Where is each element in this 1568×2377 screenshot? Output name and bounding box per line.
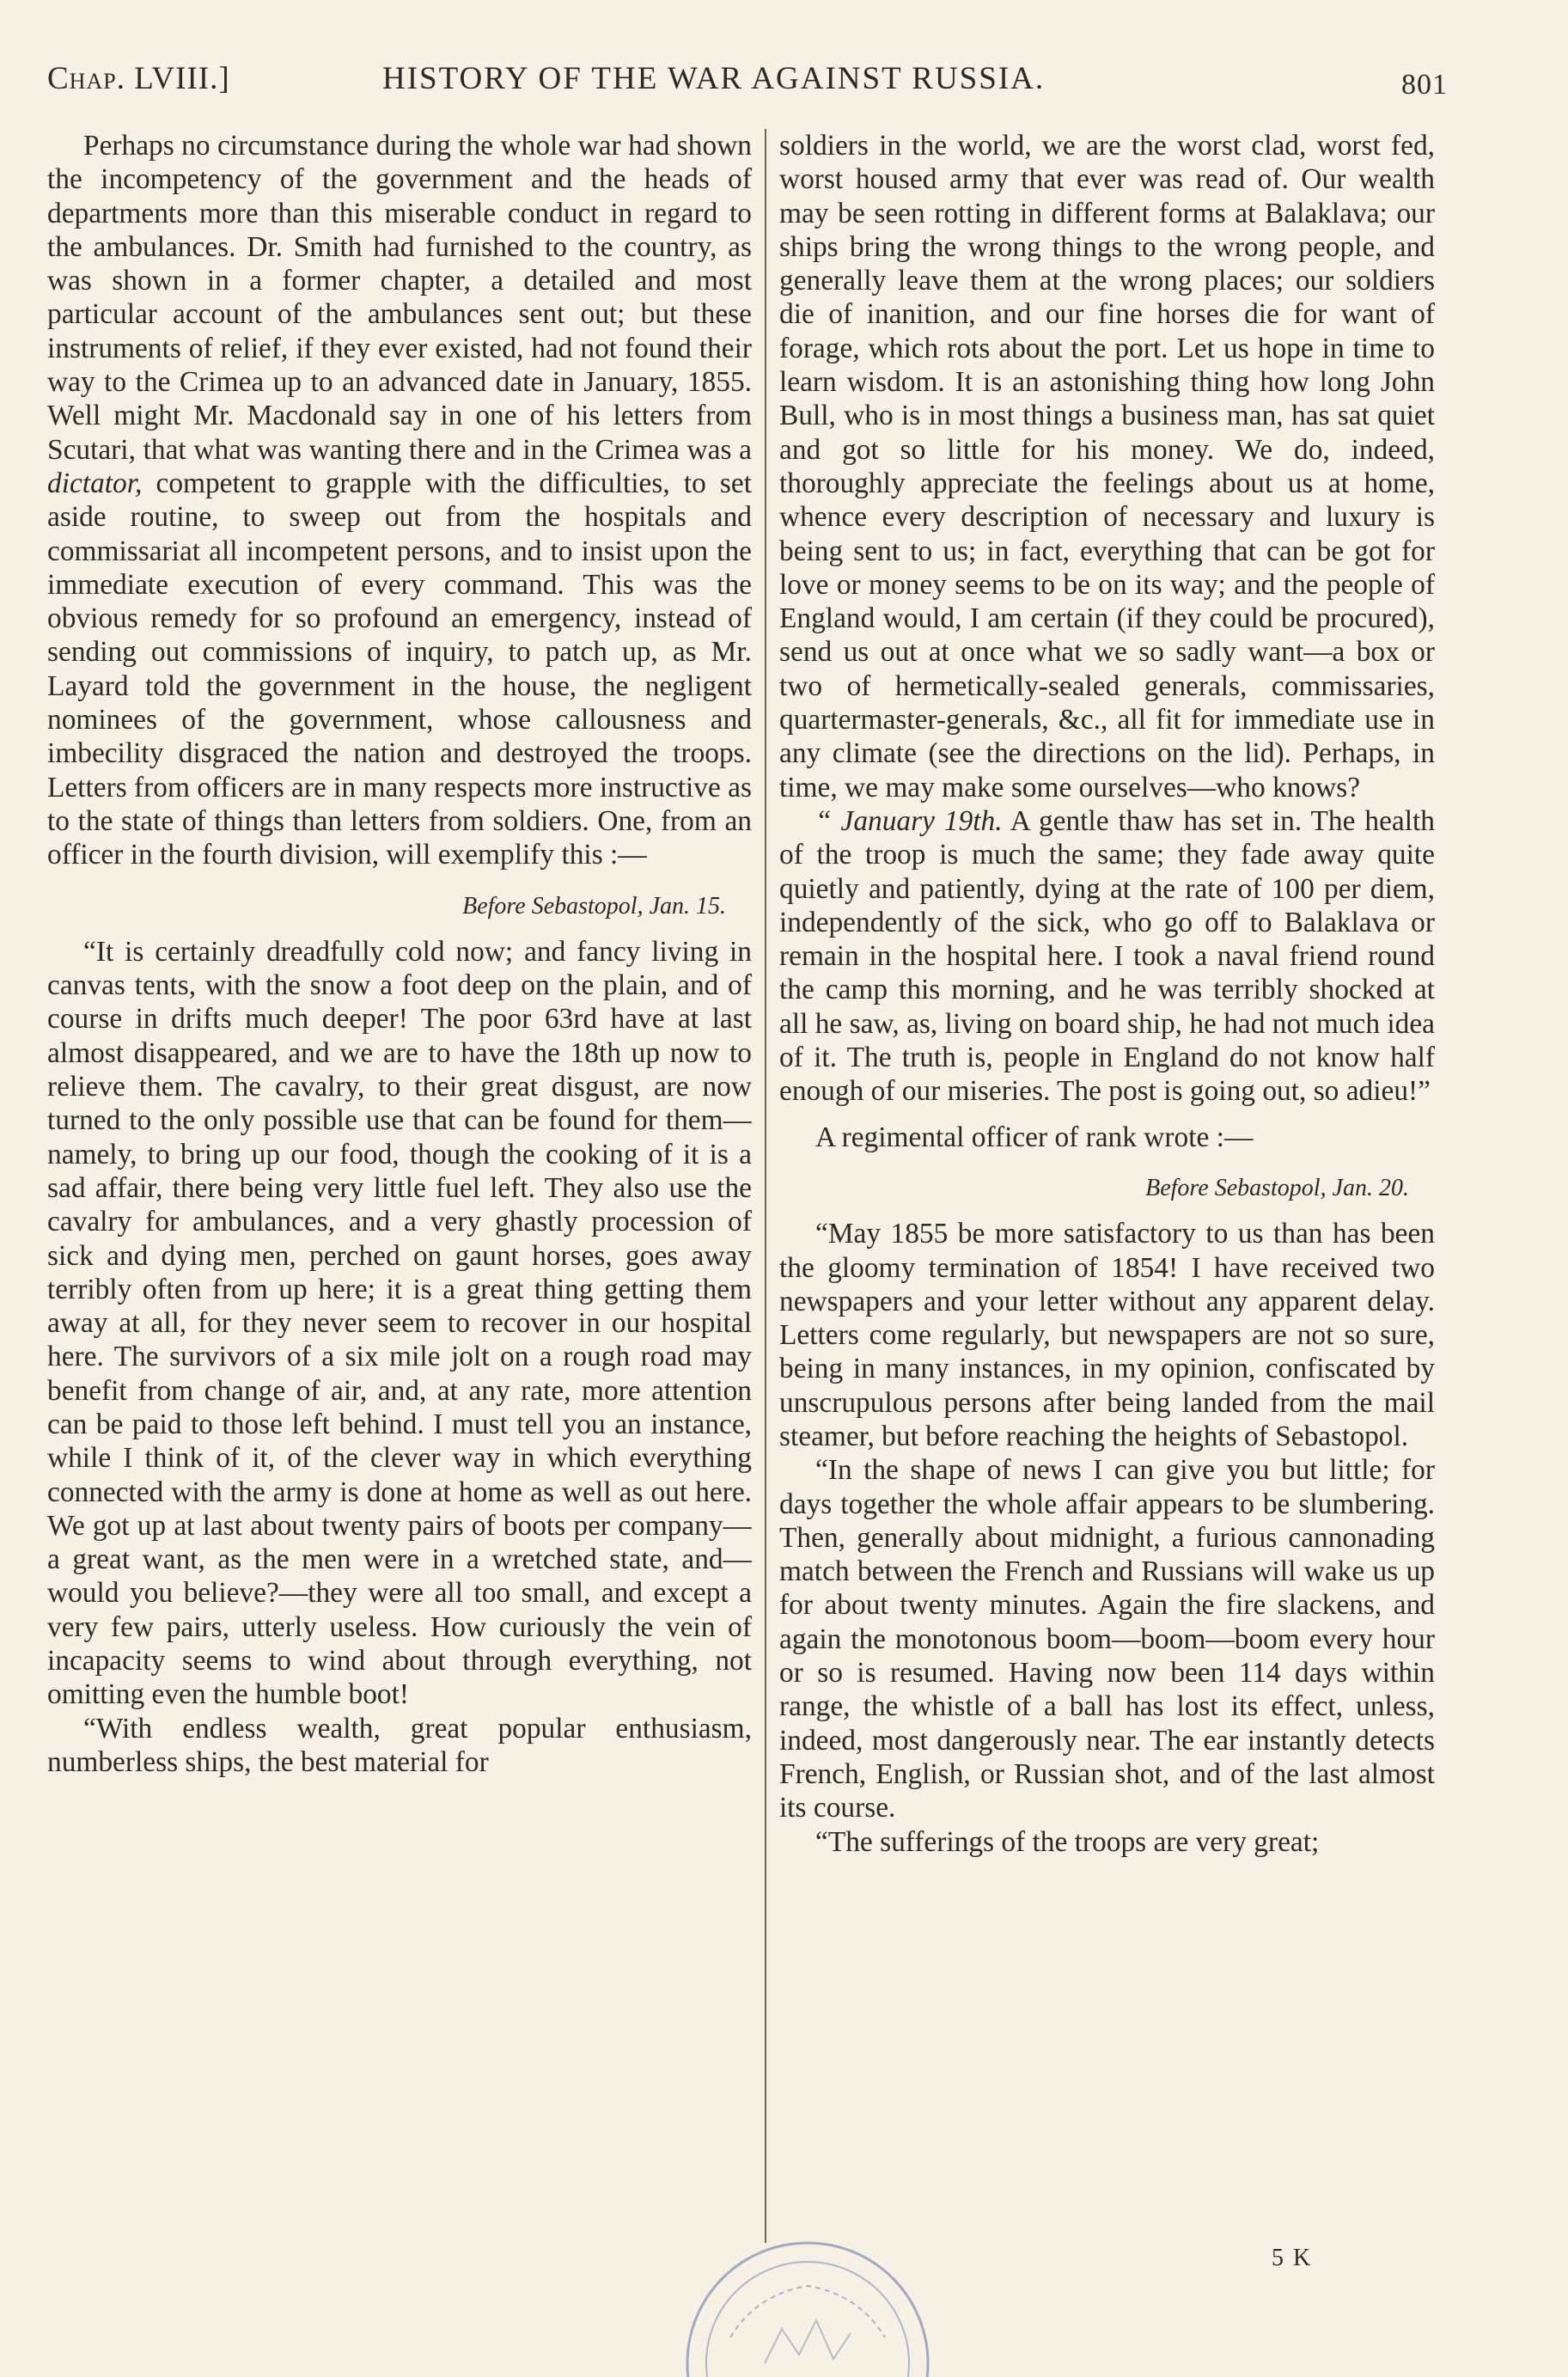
paragraph: “The sufferings of the troops are very great; [815,1825,1320,1858]
paragraph: “In the shape of news I can give you but little; for days together the whole affair appears to be slumbering. Then, generally about midnight, a furious cannonading match between the French and Russians will wake us up for about twenty minutes. Again the fire slackens, and again the monotonous boom—boom—boom every hour or so is resumed. Having now been 114 days within range, the whistle of a ball has lost its effect, unless, indeed, most dangerously near. The ear instantly detects French, English, or Russian shot, and of the last almost its course. [779,1454,1435,1824]
dateline: Before Sebastopol, Jan. 15. [462,892,726,920]
paragraph: “ January 19th. A gentle thaw has set in. The health of the troop is much the same; they fade away quite quietly and patiently, dying at the rate of 100 per diem, independently of the sick, who go off to Balaklava or remain in the hospital here. I took a naval friend round the camp this morning, and he was terribly shocked at all he saw, as, living on board ship, he had not much idea of it. The truth is, people in England do not know half enough of our miseries. The post is going out, so adieu!” [779,804,1435,1108]
signature-mark: 5 K [1272,2245,1313,2271]
paragraph: “May 1855 be more satisfactory to us than has been the gloomy termination of 1854! I have received two newspapers and your letter without any apparent delay. Letters come regularly, but newspapers are not so sure, being in many instances, in my opinion, confiscated by unscrupulous persons after being landed from the mail steamer, but before reaching the heights of Sebastopol. [779,1218,1435,1452]
running-head [47,53,1448,105]
page-number: 801 [1401,69,1448,101]
right-column [779,129,1435,2234]
library-stamp [679,2234,937,2377]
paragraph: “With endless wealth, great popular enthusiasm, numberless ships, the best material for [47,1712,752,1778]
column-divider [765,129,766,2243]
paragraph: soldiers in the world, we are the worst clad, worst fed, worst housed army that ever was read of. Our wealth may be seen rotting in different forms at Balaklava; our ships bring the wrong things to the wrong people, and generally leave them at the wrong places; our soldiers die of inanition, and our fine horses die for want of forage, which rots about the port. Let us hope in time to learn wisdom. It is an astonishing thing how long John Bull, who is in most things a business man, has sat quiet and got so little for his money. We do, indeed, thoroughly appreciate the feelings about us at home, whence every description of necessary and luxury is being sent to us; in fact, everything that can be got for love or money seems to be on its way; and the people of England would, I am certain (if they could be procured), send us out at once what we so sadly want—a box or two of hermetically-sealed generals, commissaries, quartermaster-generals, &c., all fit for immediate use in any climate (see the directions on the lid). Perhaps, in time, we may make some ourselves—who knows? [779,130,1435,804]
paragraph: “It is certainly dreadfully cold now; and fancy living in canvas tents, with the snow a foot deep on the plain, and of course in drifts much deeper! The poor 63rd have at last almost disappeared, and we are to have the 18th up now to relieve them. The cavalry, to their great disgust, are now turned to the only possible use that can be found for them—namely, to bring up our food, though the cooking of it is a sad affair, there being very little fuel left. They also use the cavalry for ambulances, and a very ghastly procession of sick and dying men, perched on gaunt horses, goes away terribly often from up here; it is a great thing getting them away at all, for they never seem to recover in our hospital here. The survivors of a six mile jolt on a rough road may benefit from change of air, and, at any rate, more attention can be paid to those left behind. I must tell you an instance, while I think of it, of the clever way in which everything connected with the army is done at home as well as out here. We got up at last about twenty pairs of boots per company—a great want, as the men were in a wretched state, and—would you believe?—they were all too small, and except a very few pairs, utterly useless. How curiously the vein of incapacity seems to wind about through everything, not omitting even the humble boot! [47,935,752,1711]
paragraph: Perhaps no circumstance during the whole war had shown the incompetency of the government and the heads of departments more than this miserable conduct in regard to the ambulances. Dr. Smith had furnished to the country, as was shown in a former chapter, a detailed and most particular account of the ambulances sent out; but these instruments of relief, if they ever existed, had not found their way to the Crimea up to an advanced date in January, 1855. Well might Mr. Macdonald say in one of his letters from Scutari, that what was wanting there and in the Crimea was a dictator, competent to grapple with the difficulties, to set aside routine, to sweep out from the hospitals and commissariat all incompetent persons, and to insist upon the immediate execution of every command. This was the obvious remedy for so profound an emergency, instead of sending out commissions of inquiry, to patch up, as Mr. Layard told the government in the house, the negligent nominees of the government, whose callousness and imbecility disgraced the nation and destroyed the troops. Letters from officers are in many respects more instructive as to the state of things than letters from soldiers. One, from an officer in the fourth division, will exemplify this :— [47,130,752,871]
book-title: HISTORY OF THE WAR AGAINST RUSSIA. [382,61,1046,96]
chapter-label: Chap. LVIII.] [47,61,230,96]
dateline: Before Sebastopol, Jan. 20. [1145,1174,1409,1201]
intro-line: A regimental officer of rank wrote :— [815,1121,1254,1153]
left-column [47,129,752,2234]
